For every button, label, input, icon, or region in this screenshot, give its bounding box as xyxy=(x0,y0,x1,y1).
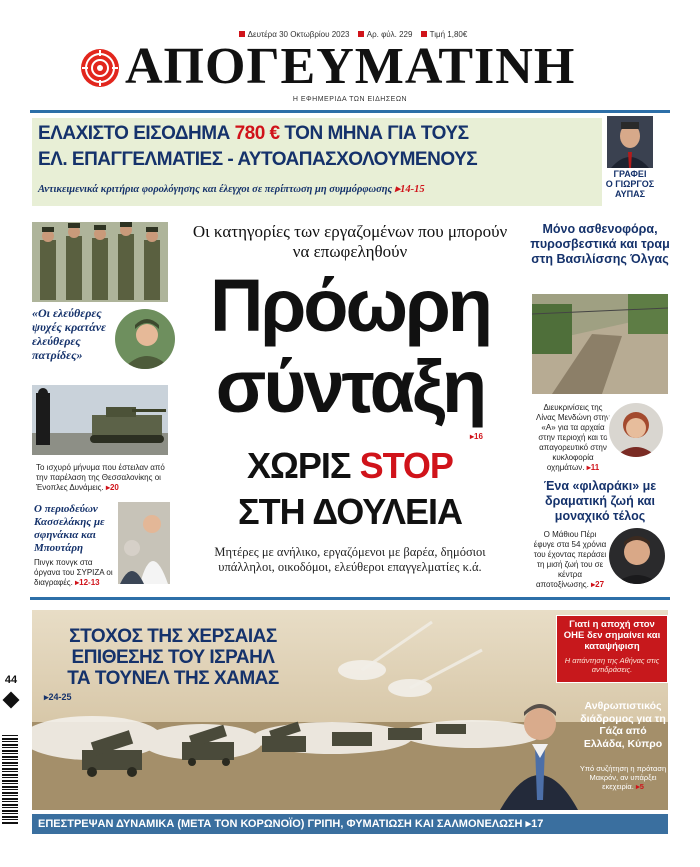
israel-headline: ΣΤΟΧΟΣ ΤΗΣ ΧΕΡΣΑΙΑΣ ΕΠΙΘΕΣΗΣ ΤΟΥ ΙΣΡΑΗΛ ΤΑ ΤΟΥΝΕΛ ΤΗΣ ΧΑΜΑΣ xyxy=(67,626,279,689)
corridor-headline: Ανθρωπιστικός διάδρομος για τη Γάζα από Ελλάδα, Κύπρο xyxy=(580,700,666,750)
top-rule xyxy=(30,110,670,113)
mendoni-portrait xyxy=(606,400,666,460)
tank-parade-photo xyxy=(32,385,168,455)
top-story-line1: ΕΛΑΧΙΣΤΟ ΕΙΣΟΔΗΜΑ 780 € ΤΟΝ ΜΗΝΑ ΓΙΑ ΤΟΥΣ xyxy=(38,123,469,144)
center-dek: Μητέρες με ανήλικο, εργαζόμενοι με βαρέα, δημόσιοι υπάλληλοι, οικοδόμοι, ελεύθεροι επαγγελματίες κ.ά. xyxy=(214,545,486,574)
issue-number: Αρ. φύλ. 229 xyxy=(366,30,413,39)
parade-soldiers-photo xyxy=(32,222,168,302)
headline-early-pension-2: σύνταξη xyxy=(215,345,485,428)
israel-ref: ▸24-25 xyxy=(44,692,72,702)
date: Δευτέρα 30 Οκτωβρίου 2023 xyxy=(247,30,350,39)
child-saluting-photo xyxy=(112,306,178,372)
middle-rule xyxy=(30,597,670,600)
un-vote-box xyxy=(556,615,668,683)
subheadline-no-stop: ΧΩΡΙΣ STOP xyxy=(247,445,453,486)
mitsotakis-photo xyxy=(498,690,578,810)
parade-caption: Το ισχυρό μήνυμα που έστειλαν από την παρέλαση της Θεσσαλονίκης οι Ένοπλες Δυνάμεις. ▸20 xyxy=(36,463,165,492)
kasselakis-photo xyxy=(118,502,170,584)
perry-caption: Ο Μάθιου Πέρι έφυγε στα 54 χρόνια του έχοντας περάσει τη μισή ζωή του σε κέντρα αποτοξίνωσης. ▸27 xyxy=(533,530,607,589)
author-photo xyxy=(607,116,653,168)
top-story-line2: ΕΛ. ΕΠΑΓΓΕΛΜΑΤΙΕΣ - ΑΥΤΟΑΠΑΣΧΟΛΟΥΜΕΝΟΥΣ xyxy=(38,149,478,170)
author-byline: ΓΡΑΦΕΙ Ο ΓΙΩΡΓΟΣ ΑΥΠΑΣ xyxy=(605,169,655,199)
income-amount: 780 € xyxy=(234,123,280,144)
right-headline-1: Μόνο ασθενοφόρα, πυροσβεστικά και τραμ στη Βασιλίσσης Όλγας xyxy=(530,222,670,266)
barcode xyxy=(2,735,18,825)
mendoni-caption: Διευκρινίσεις της Λίνας Μενδώνη στην «Α» για τα αρχαία στην περιοχή και το απαγορευτικό στην κυκλοφορία οχημάτων. ▸11 xyxy=(536,403,610,472)
kasselakis-headline: Ο περιοδεύων Κασσελάκης με σφηνάκια και Μπουτάρη xyxy=(34,503,105,554)
rosette-logo-icon xyxy=(80,48,120,88)
kasselakis-text: Πινγκ πονγκ στα όργανα του ΣΥΡΙΖΑ οι διαγραφές. ▸12-13 xyxy=(34,558,113,587)
excavation-photo xyxy=(532,294,668,394)
health-strip: ΕΠΕΣΤΡΕΨΑΝ ΔΥΝΑΜΙΚΑ (ΜΕΤΑ ΤΟΝ ΚΟΡΩΝΟΪΟ) ΓΡΙΠΗ, ΦΥΜΑΤΙΩΣΗ ΚΑΙ ΣΑΛΜΟΝΕΛΩΣΗ ▸17 xyxy=(32,814,668,834)
headline-early-pension-1: Πρόωρη xyxy=(210,264,490,347)
un-vote-title: Γιατί η αποχή στον ΟΗΕ δεν σημαίνει και καταψήφιση xyxy=(563,619,661,652)
left-quote: «Οι ελεύθερες ψυχές κρατάνε ελεύθερες πατρίδες» xyxy=(32,306,106,362)
un-vote-text: Η απάντηση της Αθήνας στις αντιδράσεις. xyxy=(564,656,660,674)
diamond-icon xyxy=(3,692,20,709)
center-kicker: Οι κατηγορίες των εργαζομένων που μπορούν να επωφεληθούν xyxy=(192,222,508,261)
corridor-text: Υπό συζήτηση η πρόταση Μακρόν, αν υπάρξει εκεχειρία. ▸5 xyxy=(579,764,667,791)
price: Τιμή 1,80€ xyxy=(429,30,468,39)
tagline: Η ΕΦΗΜΕΡΙΔΑ ΤΩΝ ΕΙΔΗΣΕΩΝ xyxy=(292,96,408,103)
newspaper-title: ΑΠΟΓΕΥΜΑΤΙΝΗ xyxy=(125,38,576,95)
subheadline-at-work: ΣΤΗ ΔΟΥΛΕΙΑ xyxy=(238,491,462,532)
top-story-sub: Αντικειμενικά κριτήρια φορολόγησης και έλεγχοι σε περίπτωση μη συμμόρφωσης ▸14-15 xyxy=(38,184,425,195)
headline-ref: ▸16 xyxy=(470,432,483,441)
side-code: 44 xyxy=(2,674,20,706)
right-headline-2: Ένα «φιλαράκι» με δραματική ζωή και μοναχικό τέλος xyxy=(543,479,657,523)
perry-portrait xyxy=(606,525,668,587)
